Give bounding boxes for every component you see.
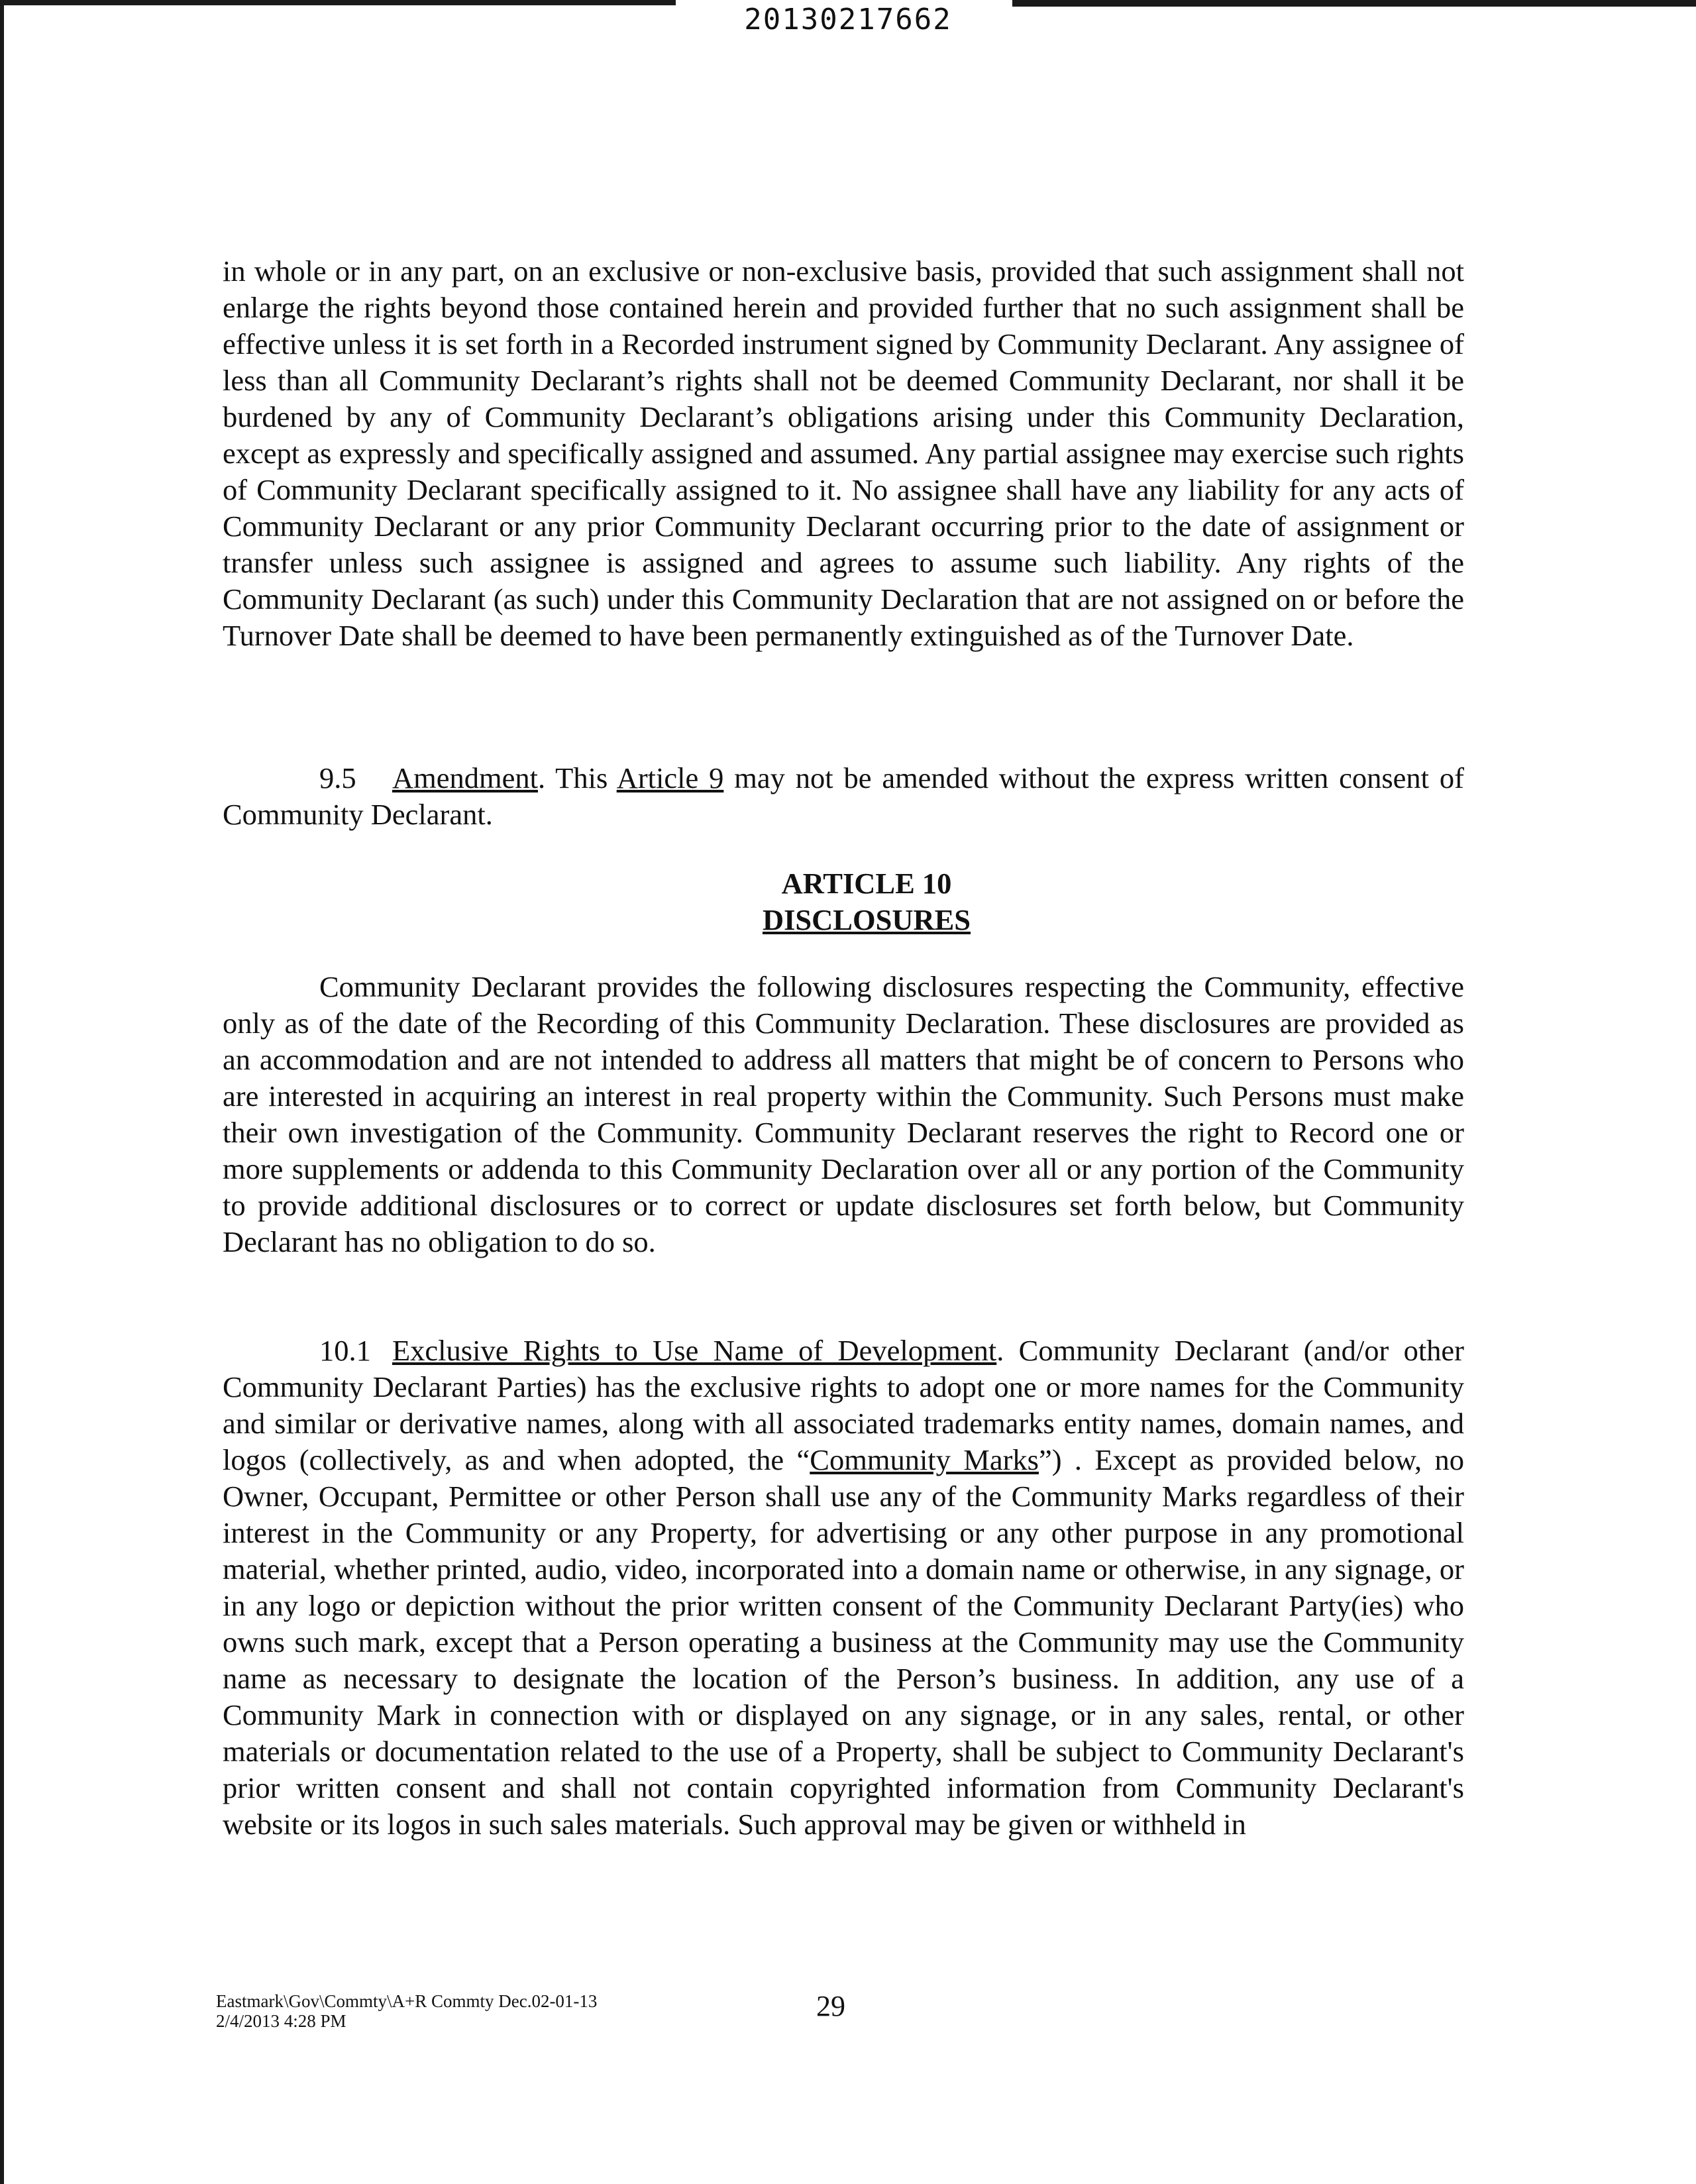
article-title-text: DISCLOSURES xyxy=(762,903,971,936)
section-number: 10.1 xyxy=(319,1334,371,1367)
paragraph-disclosures-intro: Community Declarant provides the following disclosures respecting the Community, effective only as of the date of the Recording of this Community Declaration. These disclosures are provided as an accommodation and are not intended to address all matters that might be of concern to Persons who are interested in acquiring an interest in real property within the Community. Such Persons must make their own investigation of the Community. Community Declarant reserves the right to Record one or more supplements or addenda to this Community Declaration over all or any portion of the Community to provide additional disclosures or to correct or update disclosures set forth below, but Community Declarant has no obligation to do so. xyxy=(223,970,1464,1258)
footer-file-info xyxy=(216,1991,597,2031)
section-text: ”) . Except as provided below, no Owner, Occupant, Permittee or other Person shall use any of the Community Marks regardless of their interest in the Community or any Property, for advertising or any other purpose in any promotional material, whether printed, audio, video, incorporated into a domain name or otherwise, in any signage, or in any logo or depiction without the prior written consent of the Community Declarant Party(ies) who owns such mark, except that a Person operating a business at the Community may use the Community name as necessary to designate the location of the Person’s business. In addition, any use of a Community Mark in connection with or displayed on any signage, or in any sales, rental, or other materials or documentation related to the use of a Property, shall be subject to Community Declarant's prior written consent and shall not contain copyrighted information from Community Declarant's website or its logos in such sales materials. Such approval may be given or withheld in xyxy=(223,1443,1465,1841)
section-number: 9.5 xyxy=(319,761,356,794)
paragraph-assignment-continued: in whole or in any part, on an exclusive or non-exclusive basis, provided that such assignment shall not enlarge the rights beyond those contained herein and provided further that no such assignment shall be effective unless it is set forth in a Recorded instrument signed by Community Declarant. Any assignee of less than all Community Declarant’s rights shall not be deemed Community Declarant, nor shall it be burdened by any of Community Declarant’s obligations arising under this Community Declaration, except as expressly and specifically assigned and assumed. Any partial assignee may exercise such rights of Community Declarant specifically assigned to it. No assignee shall have any liability for any acts of Community Declarant or any prior Community Declarant occurring prior to the date of assignment or transfer unless such assignee is assigned and agrees to assume such liability. Any rights of the Community Declarant (as such) under this Community Declaration that are not assigned on or before the Turnover Date shall be deemed to have been permanently extinguished as of the Turnover Date. xyxy=(223,254,1464,652)
section-9-5 xyxy=(223,760,1464,833)
scan-top-rule-left xyxy=(0,0,676,5)
section-text: . Community Declarant (and/or other Community Declarant Parties) has the exclusive rights to adopt one or more names for the Community and similar or derivative names, along with all associated trademarks entity names, domain names, and logos (collectively, as and when adopted, the “ xyxy=(223,1334,1464,1476)
article-heading: ARTICLE 10 xyxy=(781,867,952,900)
section-title: Amendment xyxy=(392,761,538,794)
section-title: Exclusive Rights to Use Name of Development xyxy=(392,1334,997,1367)
scan-left-border xyxy=(0,0,4,2184)
section-10-1 xyxy=(223,1333,1464,1843)
section-text: may not be amended without the express written consent of Community Declarant. xyxy=(223,761,1464,831)
section-text: . This xyxy=(537,761,617,794)
article-title xyxy=(19,902,1696,938)
footer-file-path: Eastmark\Gov\Commty\A+R Commty Dec.02-01-13 xyxy=(216,1991,598,2011)
scan-top-rule-right xyxy=(1012,0,1696,7)
defined-term: Community Marks xyxy=(810,1443,1039,1476)
article-reference: Article 9 xyxy=(616,761,724,794)
page-number: 29 xyxy=(816,1990,845,2022)
recording-number: 20130217662 xyxy=(744,3,952,36)
footer-timestamp: 2/4/2013 4:28 PM xyxy=(216,2011,346,2031)
